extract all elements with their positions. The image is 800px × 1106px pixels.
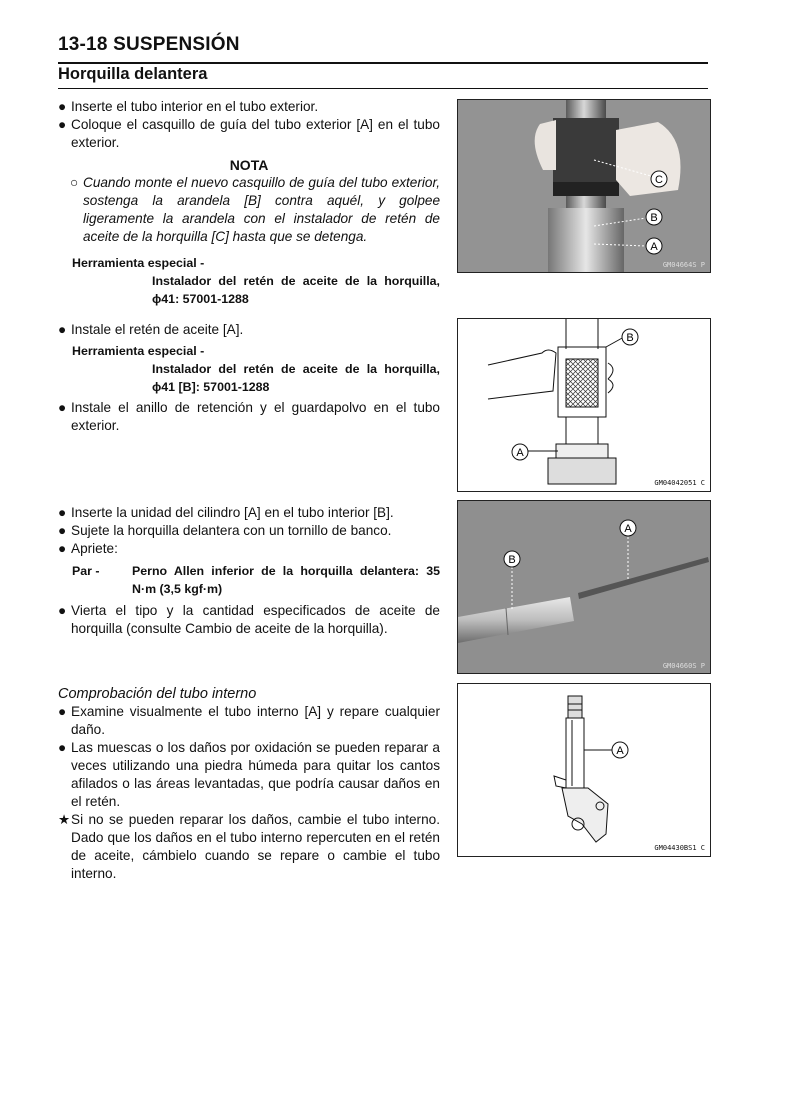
tool-text: Instalador del retén de aceite de la horquilla, ϕ41: 57001-1288 [152, 274, 440, 306]
figure-code: GM04664S P [662, 261, 705, 269]
bullet-item: ● Apriete: [58, 541, 118, 556]
callout-a: A [616, 745, 624, 757]
bullet-marker: ● [58, 505, 67, 520]
subsection-title: Horquilla delantera [58, 65, 208, 83]
tool-text: Instalador del retén de aceite de la horquilla, ϕ41 [B]: 57001-1288 [152, 362, 440, 394]
figure-code: GM04042051 C [654, 479, 705, 487]
installer-edge [553, 182, 619, 196]
text-block-2 [58, 321, 440, 435]
bullet-item: ● Inserte la unidad del cilindro [A] en el tubo interior [B]. [58, 505, 394, 520]
star-marker: ★ [58, 812, 71, 827]
bullet-item: ● Vierta el tipo y la cantidad especificados de aceite de horquilla (consulte Cambio de aceite de la horquilla). [58, 603, 440, 636]
callout-b: B [650, 212, 658, 224]
subheader-rule [58, 88, 708, 89]
background [458, 501, 710, 673]
leader-b [606, 337, 624, 347]
outer-tube [548, 208, 624, 272]
section-title: 13-18 SUSPENSIÓN [58, 34, 240, 55]
bullet-item: ★ Si no se pueden reparar los daños, cambie el tubo interno. Dado que los daños en el tubo interno repercuten en el retén de aceite, cámbielo cuando se repare o cambie el tubo interno. [58, 812, 440, 881]
bullet-item: ● Instale el retén de aceite [A]. [58, 322, 244, 337]
callout-c: C [655, 174, 663, 186]
bullet-marker: ● [58, 523, 67, 538]
nota-title: NOTA [229, 157, 269, 173]
bullet-item: ● Coloque el casquillo de guía del tubo exterior [A] en el tubo exterior. [58, 117, 440, 150]
bullet-marker: ● [58, 740, 67, 755]
header-rule [58, 62, 708, 64]
text-block-4 [58, 685, 440, 883]
inner-tube-drawing [554, 696, 608, 842]
figure-1-photo [457, 99, 711, 273]
installer-drawing [488, 319, 616, 484]
tool-label: Herramienta especial - [72, 344, 205, 358]
bullet-item: ● Inserte el tubo interior en el tubo exterior. [58, 99, 319, 114]
callout-b: B [626, 332, 634, 344]
bullet-item: ● Las muescas o los daños por oxidación se pueden reparar a veces utilizando una piedra húmeda para quitar los cantos afilados o las áreas levantadas, que podría causar daños en el retén. [58, 740, 440, 809]
par-label: Par - [72, 564, 100, 578]
torque-spec [72, 562, 440, 598]
text-block-1 [58, 98, 440, 308]
par-text: Perno Allen inferior de la horquilla delantera: 35 N·m (3,5 kgf·m) [132, 564, 440, 596]
bullet-marker: ● [58, 117, 67, 132]
bullet-marker: ● [58, 541, 67, 556]
subsection-heading: Comprobación del tubo interno [58, 686, 257, 702]
callout-a: A [624, 523, 632, 535]
bullet-marker: ● [58, 400, 67, 415]
tool-label: Herramienta especial - [72, 256, 205, 270]
figure-2-drawing [457, 318, 711, 492]
figure-3-photo [457, 500, 711, 674]
nota-text: ○ Cuando monte el nuevo casquillo de guía del tubo exterior, sostenga la arandela [B] contra aquél, y golpee ligeramente la arandela con el instalador de retén de aceite de la horquilla [C] hasta que se detenga. [70, 175, 440, 244]
callout-a: A [650, 241, 658, 253]
circle-marker: ○ [70, 175, 79, 190]
figure-code: GM04430BS1 C [654, 844, 705, 852]
bullet-marker: ● [58, 322, 67, 337]
bullet-marker: ● [58, 603, 67, 618]
callout-a: A [516, 447, 524, 459]
text-block-3 [58, 504, 440, 638]
bullet-item: ● Instale el anillo de retención y el guardapolvo en el tubo exterior. [58, 400, 440, 433]
figure-4-drawing [457, 683, 711, 857]
bullet-item: ● Sujete la horquilla delantera con un tornillo de banco. [58, 523, 392, 538]
bullet-item: ● Examine visualmente el tubo interno [A] y repare cualquier daño. [58, 704, 440, 737]
bullet-marker: ● [58, 99, 67, 114]
callout-b: B [508, 554, 516, 566]
bullet-marker: ● [58, 704, 67, 719]
figure-code: GM04660S P [662, 662, 705, 670]
